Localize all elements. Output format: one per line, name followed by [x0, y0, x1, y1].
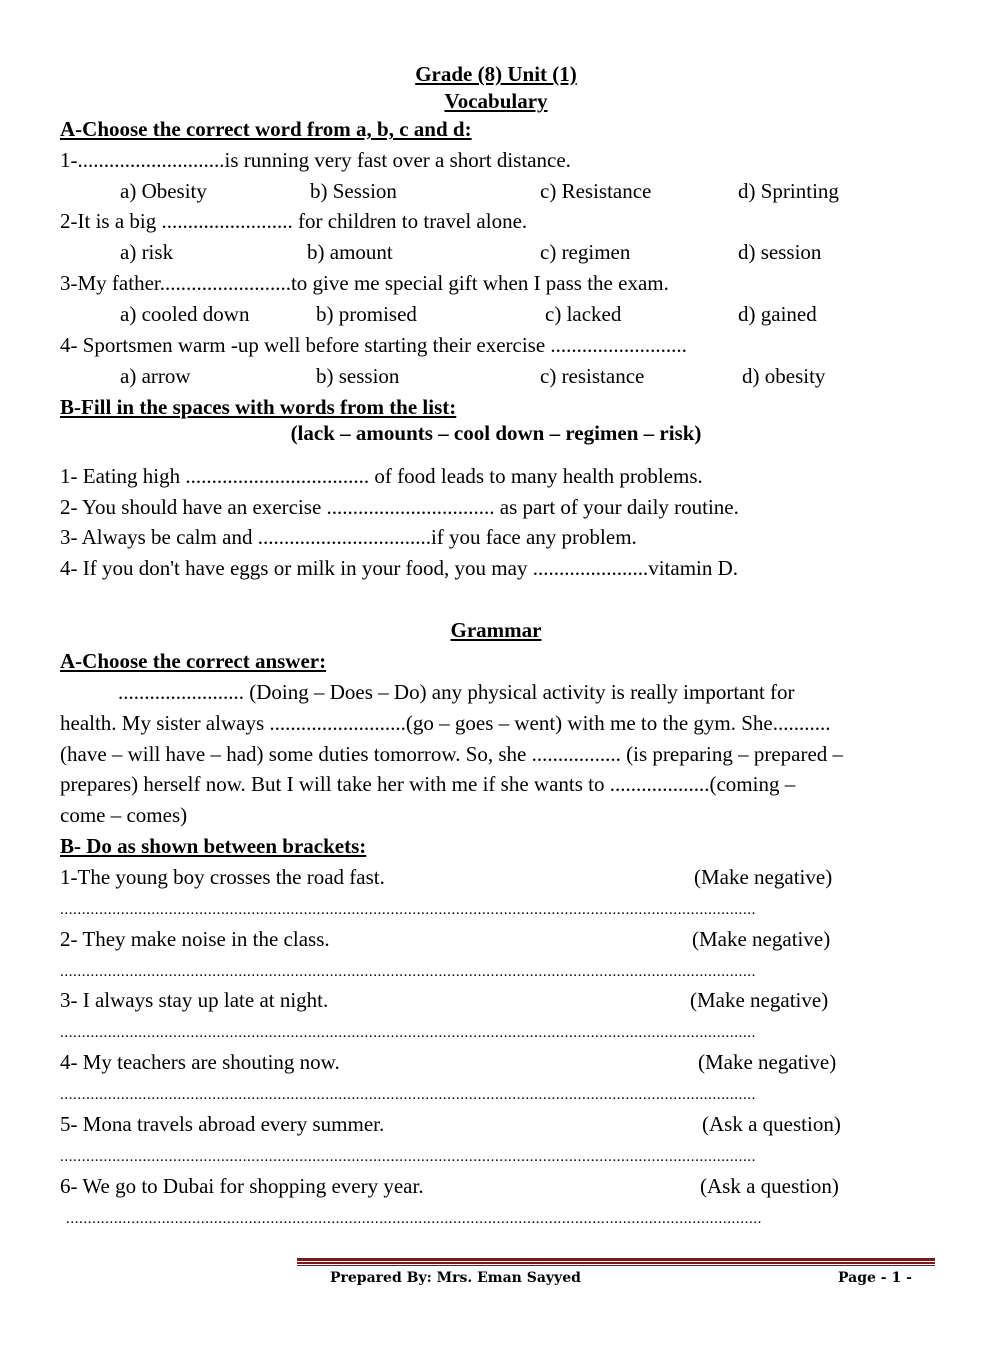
grammar-section-a-heading: A-Choose the correct answer: — [60, 649, 327, 673]
q3-option-c: c) lacked — [545, 302, 622, 326]
transform-instruction-1: (Make negative) — [694, 865, 833, 889]
q4-option-c: c) resistance — [540, 364, 645, 388]
q1-option-a: a) Obesity — [120, 179, 207, 203]
q2-option-a: a) risk — [120, 240, 174, 264]
transform-instruction-6: (Ask a question) — [700, 1174, 839, 1198]
vocab-section-b-heading: B-Fill in the spaces with words from the list: — [60, 395, 457, 419]
grammar-paragraph-line-1: ........................ (Doing – Does – Do) any physical activity is really important for — [118, 680, 795, 704]
footer-rule — [297, 1258, 935, 1267]
q3-option-a: a) cooled down — [120, 302, 250, 326]
q4-option-d: d) obesity — [742, 364, 826, 388]
transform-sentence-6: 6- We go to Dubai for shopping every year. — [60, 1174, 424, 1198]
q2-option-d: d) session — [738, 240, 822, 264]
vocab-question-1: 1-............................is running very fast over a short distance. — [60, 148, 571, 172]
answer-line-5[interactable]: ................................................................................................................................................................ — [60, 1149, 756, 1165]
transform-instruction-5: (Ask a question) — [702, 1112, 841, 1136]
transform-sentence-1: 1-The young boy crosses the road fast. — [60, 865, 385, 889]
q3-option-b: b) promised — [316, 302, 417, 326]
q1-option-b: b) Session — [310, 179, 397, 203]
transform-sentence-5: 5- Mona travels abroad every summer. — [60, 1112, 385, 1136]
q2-option-b: b) amount — [307, 240, 393, 264]
transform-sentence-3: 3- I always stay up late at night. — [60, 988, 329, 1012]
answer-line-2[interactable]: ................................................................................................................................................................ — [60, 964, 756, 980]
vocab-question-3: 3-My father.........................to give me special gift when I pass the exam. — [60, 271, 669, 295]
vocab-question-4: 4- Sportsmen warm -up well before starting their exercise .......................... — [60, 333, 687, 357]
grammar-heading: Grammar — [450, 618, 542, 642]
grammar-paragraph-line-4: prepares) herself now. But I will take her with me if she wants to ...................(coming – — [60, 772, 796, 796]
q1-option-c: c) Resistance — [540, 179, 652, 203]
fill-item-2: 2- You should have an exercise ................................ as part of your daily routine. — [60, 495, 739, 519]
footer-page-number: Page - 1 - — [838, 1270, 912, 1286]
transform-sentence-4: 4- My teachers are shouting now. — [60, 1050, 340, 1074]
vocabulary-heading: Vocabulary — [444, 89, 548, 113]
grammar-paragraph-line-3: (have – will have – had) some duties tomorrow. So, she ................. (is preparing – prepared – — [60, 742, 844, 766]
transform-sentence-2: 2- They make noise in the class. — [60, 927, 330, 951]
q4-option-b: b) session — [316, 364, 400, 388]
fill-item-1: 1- Eating high ................................... of food leads to many health problems. — [60, 464, 703, 488]
page-title: Grade (8) Unit (1) — [415, 62, 577, 86]
word-list: (lack – amounts – cool down – regimen – risk) — [290, 421, 702, 445]
transform-instruction-4: (Make negative) — [698, 1050, 837, 1074]
answer-line-4[interactable]: ................................................................................................................................................................ — [60, 1087, 756, 1103]
answer-line-1[interactable]: ................................................................................................................................................................ — [60, 902, 756, 918]
fill-item-4: 4- If you don't have eggs or milk in your food, you may ......................vitamin D. — [60, 556, 739, 580]
answer-line-3[interactable]: ................................................................................................................................................................ — [60, 1025, 756, 1041]
q3-option-d: d) gained — [738, 302, 817, 326]
q2-option-c: c) regimen — [540, 240, 631, 264]
q1-option-d: d) Sprinting — [738, 179, 839, 203]
grammar-section-b-heading: B- Do as shown between brackets: — [60, 834, 367, 858]
answer-line-6[interactable]: ................................................................................................................................................................ — [66, 1211, 762, 1227]
vocab-section-a-heading: A-Choose the correct word from a, b, c and d: — [60, 117, 472, 141]
fill-item-3: 3- Always be calm and .................................if you face any problem. — [60, 525, 637, 549]
transform-instruction-2: (Make negative) — [692, 927, 831, 951]
grammar-paragraph-line-5: come – comes) — [60, 803, 188, 827]
footer-prepared-by: Prepared By: Mrs. Eman Sayyed — [330, 1270, 581, 1286]
q4-option-a: a) arrow — [120, 364, 191, 388]
vocab-question-2: 2-It is a big ......................... for children to travel alone. — [60, 209, 528, 233]
grammar-paragraph-line-2: health. My sister always ..........................(go – goes – went) with me to the gym. She........... — [60, 711, 831, 735]
transform-instruction-3: (Make negative) — [690, 988, 829, 1012]
